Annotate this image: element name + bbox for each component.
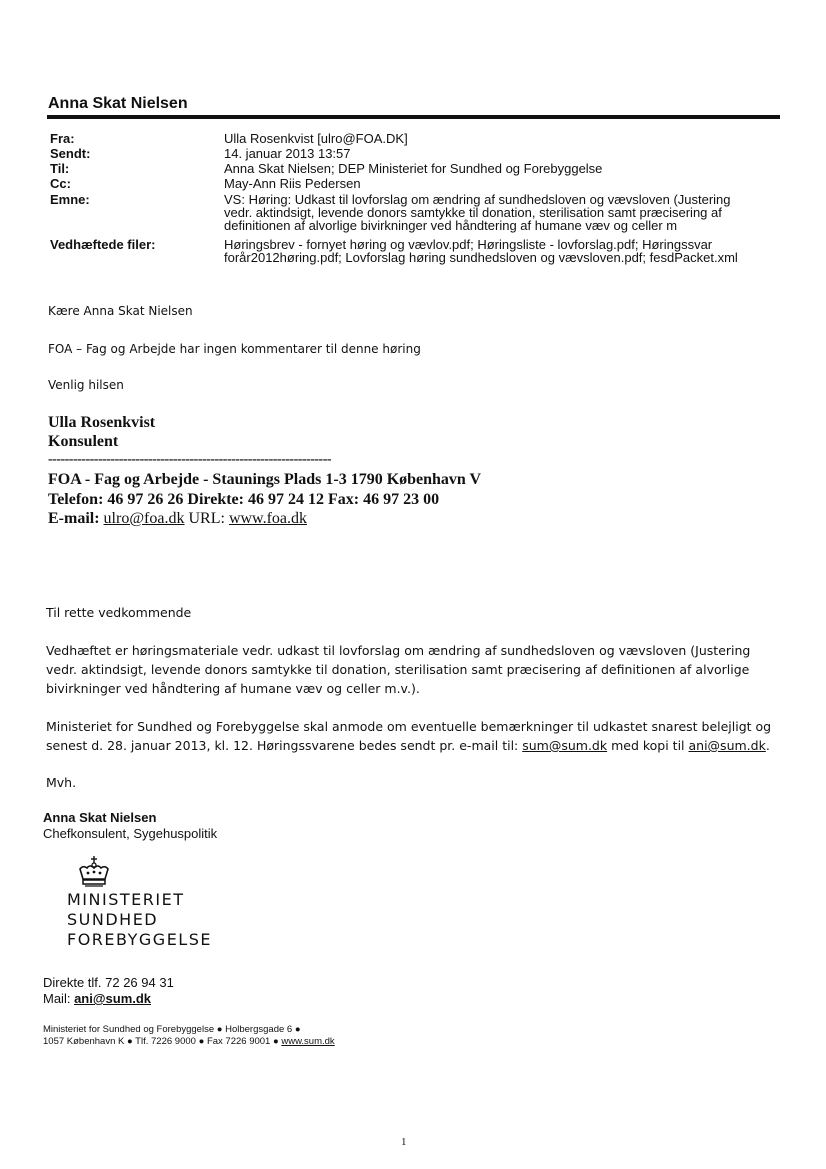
mail-line [43,991,151,1006]
reply-message: FOA – Fag og Arbejde har ingen kommentarer til denne høring [48,342,421,356]
direct-phone: Direkte tlf. 72 26 94 31 [43,975,174,990]
header-rule [47,115,780,119]
sent-label: Sendt: [50,146,91,161]
cc-label: Cc: [50,176,71,191]
original-para2 [46,717,786,755]
logo-line: SUNDHED [67,910,159,929]
ani-email-link[interactable]: ani@sum.dk [688,738,766,753]
footer-text: 1057 København K ● Tlf. 7226 9000 ● Fax 7226 9001 ● [43,1036,282,1047]
reply-sig-title: Konsulent [48,433,119,450]
phone-line: Telefon: 46 97 26 26 Direkte: 46 97 24 12 Fax: 46 97 23 00 [48,491,440,508]
org-line: FOA - Fag og Arbejde - Staunings Plads 1-3 1790 København V [48,471,482,488]
cc-value: May-Ann Riis Pedersen [224,176,361,191]
reply-greeting: Kære Anna Skat Nielsen [48,304,193,318]
url-label: URL: [188,510,225,527]
mail-link[interactable]: ani@sum.dk [74,991,152,1006]
para-text: senest d. 28. januar 2013, kl. 12. Høringssvarene bedes sendt pr. e-mail til: [46,738,523,753]
sender-name-header: Anna Skat Nielsen [48,95,188,112]
subject-line: definitionen af alvorlige bivirkninger ved håndtering af humane væv og celler m [224,218,678,233]
subject-line: vedr. aktindsigt, levende donors samtykke til donation, sterilisation samt præcisering af [224,205,722,220]
reply-sig-name: Ulla Rosenkvist [48,414,156,431]
sum-email-link[interactable]: sum@sum.dk [522,738,608,753]
to-value: Anna Skat Nielsen; DEP Ministeriet for Sundhed og Forebyggelse [224,161,603,176]
email-line [48,510,307,528]
logo-line: MINISTERIET [67,890,185,909]
email-label: E-mail: [48,510,100,527]
para-line [46,736,786,755]
page-number: 1 [401,1136,407,1148]
email-link[interactable]: ulro@foa.dk [103,510,185,527]
attachments-value[interactable] [224,238,784,264]
para-line: Ministeriet for Sundhed og Forebyggelse skal anmode om eventuelle bemærkninger til udkastet snarest belejligt og [46,719,772,734]
mail-label: Mail: [43,991,75,1006]
para-line: vedr. aktindsigt, levende donors samtykke til donation, sterilisation samt præcisering af definitionen af alvorlige [46,662,750,677]
footer-url-link[interactable]: www.sum.dk [281,1036,335,1047]
ministry-logo-text [67,890,212,950]
sent-value: 14. januar 2013 13:57 [224,146,351,161]
para-text: med kopi til [607,738,689,753]
original-closing: Mvh. [46,775,77,790]
subject-value [224,193,784,232]
para-text: . [765,738,770,753]
footer-address-line2 [43,1036,335,1047]
attachments-label: Vedhæftede filer: [50,237,156,252]
crown-logo-icon [74,855,114,889]
to-label: Til: [50,161,70,176]
footer-address-line1: Ministeriet for Sundhed og Forebyggelse ● Holbergsgade 6 ● [43,1024,301,1035]
reply-closing: Venlig hilsen [48,378,124,392]
from-label: Fra: [50,131,75,146]
sig-divider: -------------------------------------------------------------------- [48,452,332,467]
url-link[interactable]: www.foa.dk [228,510,307,527]
original-sig-title: Chefkonsulent, Sygehuspolitik [43,826,218,841]
para-line: Vedhæftet er høringsmateriale vedr. udkast til lovforslag om ændring af sundhedsloven og vævsloven (Justering [46,643,751,658]
subject-line: VS: Høring: Udkast til lovforslag om ændring af sundhedsloven og vævsloven (Justering [224,192,731,207]
original-para1 [46,641,786,698]
subject-label: Emne: [50,192,90,207]
attachment-line[interactable]: forår2012høring.pdf; Lovforslag høring sundhedsloven og vævsloven.pdf; fesdPacket.xml [224,250,738,265]
logo-line: FOREBYGGELSE [67,930,212,949]
para-line: bivirkninger ved håndtering af humane væv og celler m.v.). [46,681,420,696]
attachment-line[interactable]: Høringsbrev - fornyet høring og vævlov.pdf; Høringsliste - lovforslag.pdf; Høringssvar [224,237,713,252]
from-value: Ulla Rosenkvist [ulro@FOA.DK] [224,131,408,146]
original-greeting: Til rette vedkommende [46,605,192,620]
original-sig-name: Anna Skat Nielsen [43,810,157,825]
